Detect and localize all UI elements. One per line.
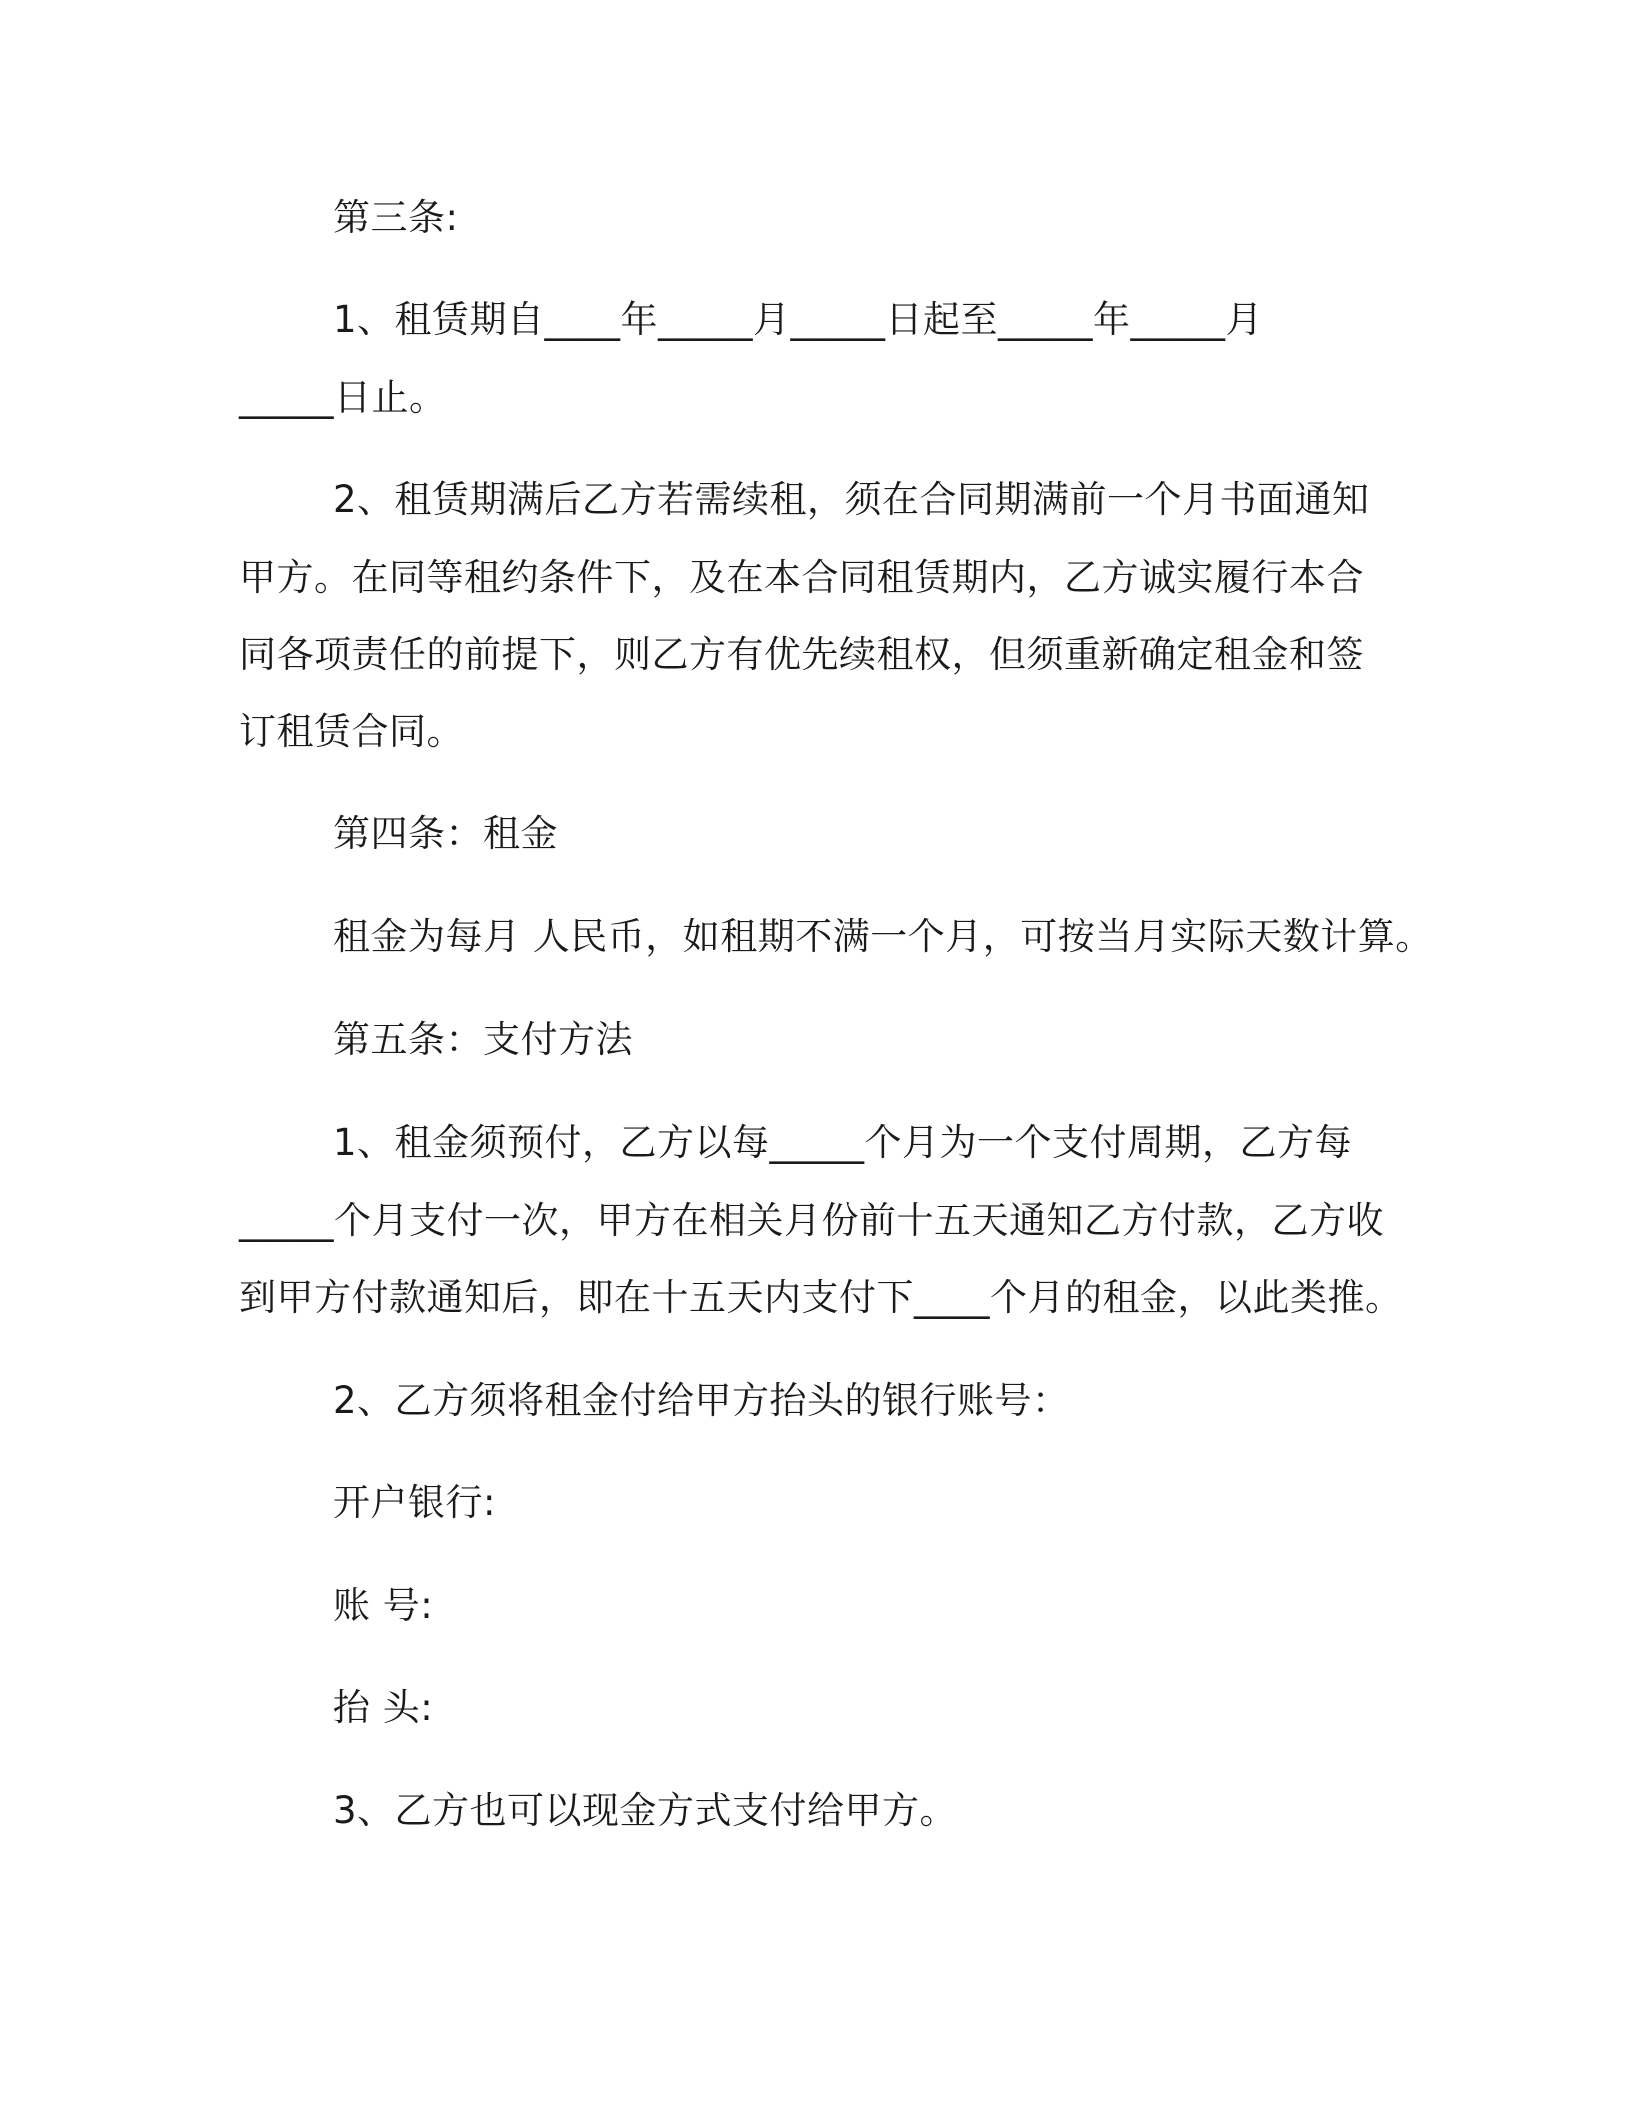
- bank-label: 开户银行:: [333, 1481, 496, 1524]
- article-5-clause-3: 3、乙方也可以现金方式支付给甲方。: [333, 1789, 958, 1832]
- article-5-clause-1-line-3: 到甲方付款通知后，即在十五天内支付下____个月的租金，以此类推。: [239, 1276, 1403, 1319]
- article-5-clause-2: 2、乙方须将租金付给甲方抬头的银行账号：: [333, 1379, 1070, 1422]
- article-3-heading: 第三条:: [333, 196, 459, 239]
- account-label: 账 号:: [333, 1584, 434, 1627]
- article-3-clause-2-line-4: 订租赁合同。: [239, 710, 464, 753]
- article-3-clause-1-line-2: _____日止。: [239, 376, 447, 419]
- article-3-clause-2-line-1: 2、租赁期满后乙方若需续租，须在合同期满前一个月书面通知: [333, 478, 1370, 521]
- article-4-body: 租金为每月 人民币，如租期不满一个月，可按当月实际天数计算。: [333, 915, 1433, 958]
- article-5-clause-1-line-2: _____个月支付一次，甲方在相关月份前十五天通知乙方付款，乙方收: [239, 1199, 1384, 1242]
- article-3-clause-1-line-1: 1、租赁期自____年_____月_____日起至_____年_____月: [333, 298, 1264, 341]
- article-5-clause-1-line-1: 1、租金须预付，乙方以每_____个月为一个支付周期，乙方每: [333, 1121, 1353, 1164]
- article-3-clause-2-line-3: 同各项责任的前提下，则乙方有优先续租权，但须重新确定租金和签: [239, 633, 1364, 676]
- article-5-heading: 第五条：支付方法: [333, 1018, 633, 1061]
- article-3-clause-2-line-2: 甲方。在同等租约条件下，及在本合同租赁期内，乙方诚实履行本合: [239, 556, 1364, 599]
- article-4-heading: 第四条：租金: [333, 812, 558, 855]
- payee-label: 抬 头:: [333, 1686, 434, 1729]
